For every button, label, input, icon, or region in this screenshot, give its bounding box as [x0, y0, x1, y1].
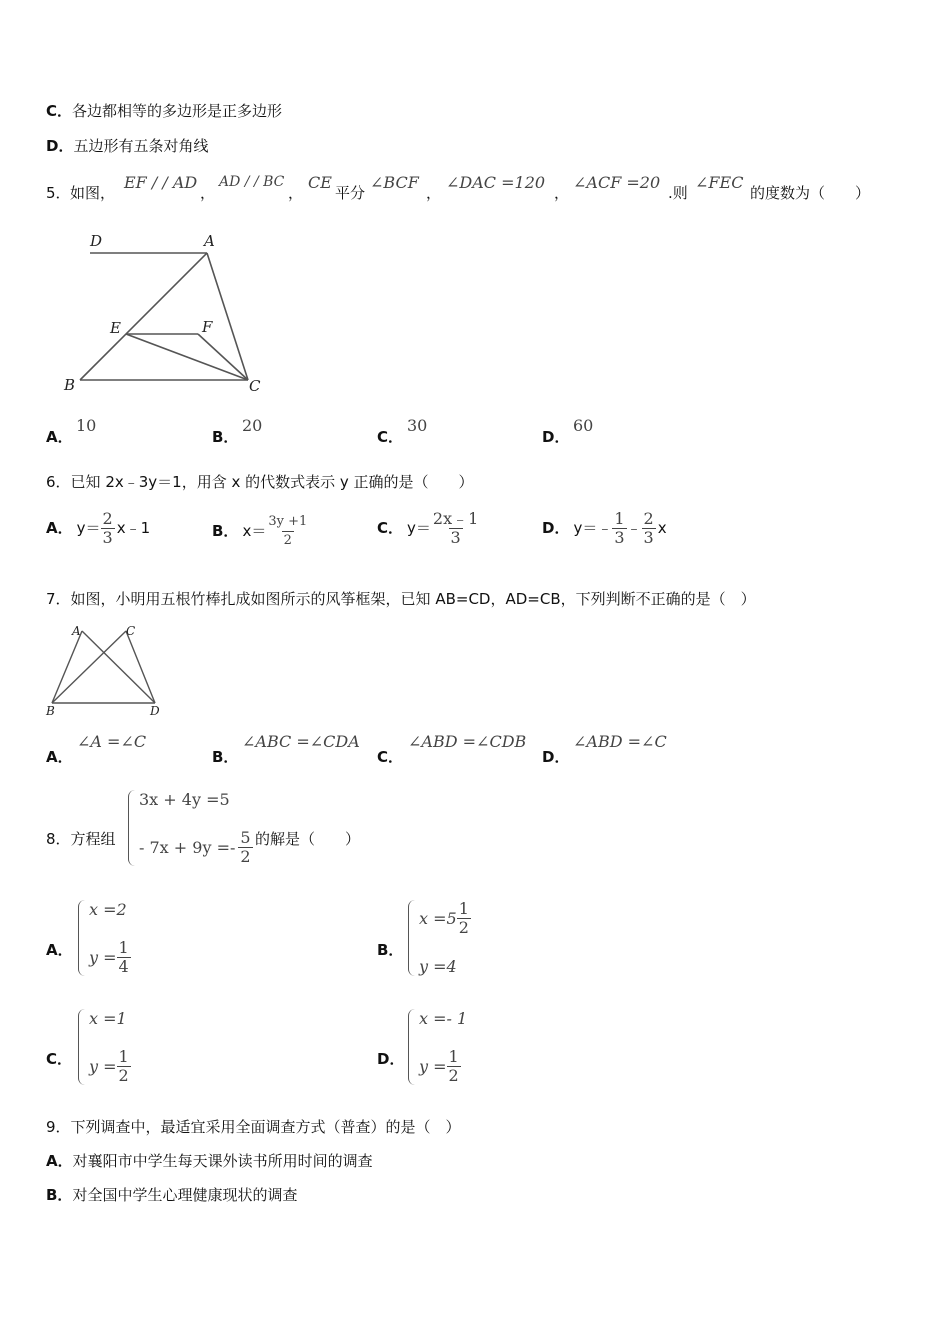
denominator: 2 — [283, 532, 292, 548]
q9-stem — [46, 1118, 461, 1136]
option-prefix: y＝ — [407, 519, 431, 537]
q7-option-c-label: C． — [377, 748, 404, 766]
option-label: A． — [46, 519, 73, 537]
numerator: 1 — [118, 1047, 129, 1066]
q5-option-d-label: D． — [542, 428, 570, 446]
q9-option-a — [46, 1152, 373, 1170]
q4-option-c — [46, 102, 282, 120]
q5-prefix: 如图， — [70, 184, 116, 202]
q5-comma: ， — [200, 184, 216, 202]
q8-option-c-label: C． — [46, 1050, 73, 1068]
option-label: D． — [46, 137, 74, 155]
q5-option-c-value: 30 — [407, 416, 428, 435]
brace — [78, 1009, 85, 1085]
brace — [128, 790, 135, 866]
equation-1: 3x + 4y =5 — [139, 790, 230, 809]
point-label-c: C — [126, 624, 136, 638]
q7-number: 7． — [46, 590, 71, 608]
q5-cond-ce: CE — [308, 173, 332, 192]
numerator: 3y +1 — [268, 513, 308, 529]
q5-comma: ， — [426, 184, 442, 202]
q5-option-d-value: 60 — [573, 416, 594, 435]
denominator: 3 — [102, 527, 113, 547]
q8-prefix: 方程组 — [70, 830, 116, 848]
brace — [78, 900, 85, 976]
option-text: 对全国中学生心理健康现状的调查 — [72, 1186, 298, 1204]
fraction — [238, 829, 252, 866]
q7-option-b-label: B． — [212, 748, 239, 766]
q5-then: .则 — [668, 184, 688, 202]
q8-option-a-label: A． — [46, 941, 73, 959]
q8-equation-system — [128, 790, 253, 866]
row-1: x =2 — [89, 900, 127, 919]
option-suffix: x﹣1 — [116, 519, 151, 537]
q6-option-c — [377, 505, 480, 551]
q7-option-c-value: ∠ABD =∠CDB — [408, 732, 527, 751]
row-2 — [419, 1048, 467, 1085]
q4-option-d — [46, 137, 208, 155]
q6-option-a — [46, 505, 150, 551]
denominator: 3 — [643, 527, 654, 547]
option-label: B． — [46, 1186, 73, 1204]
option-prefix: x＝ — [242, 522, 267, 540]
denominator: 2 — [458, 918, 469, 937]
q8-stem-lead — [46, 830, 116, 848]
row-1: x =- 1 — [419, 1009, 468, 1028]
denominator: 2 — [448, 1066, 459, 1085]
fraction — [431, 510, 480, 547]
q6-number: 6． — [46, 473, 71, 491]
q5-number: 5． — [46, 184, 71, 202]
point-label-f: F — [202, 318, 213, 336]
q9-number: 9． — [46, 1118, 71, 1136]
row-2-lhs: y = — [419, 1057, 447, 1076]
row-2: y =4 — [419, 957, 457, 976]
point-label-d: D — [90, 232, 103, 250]
row-2 — [89, 1048, 131, 1085]
q5-cond-fec: ∠FEC — [695, 173, 744, 192]
q7-figure — [40, 620, 170, 720]
q5-bisect: 平分 — [335, 184, 366, 202]
q7-option-a-value: ∠A =∠C — [77, 732, 147, 751]
numerator: 1 — [458, 899, 469, 918]
denominator: 4 — [118, 957, 129, 976]
option-text: 各边都相等的多边形是正多边形 — [72, 102, 283, 120]
option-label: C． — [46, 102, 73, 120]
q8-number: 8． — [46, 830, 71, 848]
q8-option-b-label: B． — [377, 941, 404, 959]
denominator: 3 — [450, 527, 461, 547]
numerator: 1 — [118, 938, 129, 957]
option-prefix: y＝ — [76, 519, 101, 537]
row-1-lhs: x =5 — [419, 909, 457, 928]
q5-comma: ， — [288, 184, 304, 202]
equation-2-lhs: - 7x + 9y =- — [139, 838, 236, 857]
point-label-a: A — [204, 232, 215, 250]
brace — [408, 900, 415, 976]
q5-cond-bcf: ∠BCF — [370, 173, 419, 192]
q5-option-a-label: A． — [46, 428, 73, 446]
q5-option-b-label: B． — [212, 428, 239, 446]
q5-option-c-label: C． — [377, 428, 404, 446]
q6-option-b — [212, 508, 309, 554]
numerator: 2x﹣1 — [432, 508, 479, 528]
q5-cond-acf: ∠ACF =20 — [573, 173, 661, 192]
option-prefix: y＝﹣ — [573, 519, 613, 537]
q9-option-b — [46, 1186, 297, 1204]
numerator: 5 — [240, 828, 251, 847]
row-1 — [419, 900, 471, 937]
point-label-b: B — [64, 376, 76, 394]
q7-text: 如图，小明用五根竹棒扎成如图所示的风筝框架，已知 AB=CD，AD=CB，下列判断不正确的是（ ） — [70, 590, 756, 608]
q7-option-a-label: A． — [46, 748, 73, 766]
option-label: B． — [212, 522, 239, 540]
fraction — [266, 513, 309, 550]
q7-option-b-value: ∠ABC =∠CDA — [242, 732, 360, 751]
q5-option-a-value: 10 — [76, 416, 97, 435]
row-2-lhs: y = — [89, 1057, 117, 1076]
row-2 — [89, 939, 131, 976]
q7-stem — [46, 590, 756, 608]
option-text: 对襄阳市中学生每天课外读书所用时间的调查 — [72, 1152, 373, 1170]
option-suffix: x — [657, 519, 667, 537]
option-text: 五边形有五条对角线 — [73, 137, 209, 155]
point-label-c: C — [249, 377, 261, 395]
q8-option-c-system — [78, 1009, 131, 1085]
q5-suffix: 的度数为（ ） — [750, 184, 871, 202]
point-label-e: E — [110, 319, 121, 337]
numerator: 1 — [614, 508, 625, 528]
q5-comma: ， — [554, 184, 570, 202]
numerator: 2 — [102, 508, 113, 528]
row-1: x =1 — [89, 1009, 127, 1028]
row-2-lhs: y = — [89, 948, 117, 967]
equation-2 — [139, 829, 253, 866]
q5-cond-ad-parallel-bc: AD / / BC — [219, 174, 285, 190]
q8-option-d-system — [408, 1009, 467, 1085]
q7-option-d-value: ∠ABD =∠C — [573, 732, 667, 751]
fraction — [447, 1048, 461, 1085]
denominator: 3 — [614, 527, 625, 547]
point-label-a: A — [72, 624, 81, 638]
q5-cond-ef-parallel-ad: EF / / AD — [124, 173, 198, 192]
point-label-d: D — [150, 704, 160, 718]
fraction — [117, 939, 131, 976]
point-label-b: B — [46, 704, 55, 718]
q9-text: 下列调查中，最适宜采用全面调查方式（普查）的是（ ） — [70, 1118, 461, 1136]
fraction — [612, 510, 626, 547]
fraction — [457, 900, 471, 937]
option-label: D． — [542, 519, 570, 537]
q5-cond-dac: ∠DAC =120 — [446, 173, 546, 192]
q7-option-d-label: D． — [542, 748, 570, 766]
q8-suffix: 的解是（ ） — [255, 830, 361, 848]
fraction — [117, 1048, 131, 1085]
numerator: 1 — [448, 1047, 459, 1066]
q5-option-b-value: 20 — [242, 416, 263, 435]
q8-option-b-system — [408, 900, 471, 976]
q6-text: 已知 2x﹣3y＝1，用含 x 的代数式表示 y 正确的是（ ） — [70, 473, 474, 491]
fraction — [101, 510, 115, 547]
numerator: 2 — [643, 508, 654, 528]
denominator: 2 — [118, 1066, 129, 1085]
option-minus: ﹣ — [626, 519, 642, 537]
brace — [408, 1009, 415, 1085]
q6-option-d — [542, 505, 667, 551]
q6-stem — [46, 473, 474, 491]
option-label: A． — [46, 1152, 73, 1170]
fraction — [642, 510, 656, 547]
option-label: C． — [377, 519, 404, 537]
q8-option-d-label: D． — [377, 1050, 405, 1068]
denominator: 2 — [240, 847, 251, 866]
q8-option-a-system — [78, 900, 131, 976]
q5-figure — [60, 228, 280, 398]
